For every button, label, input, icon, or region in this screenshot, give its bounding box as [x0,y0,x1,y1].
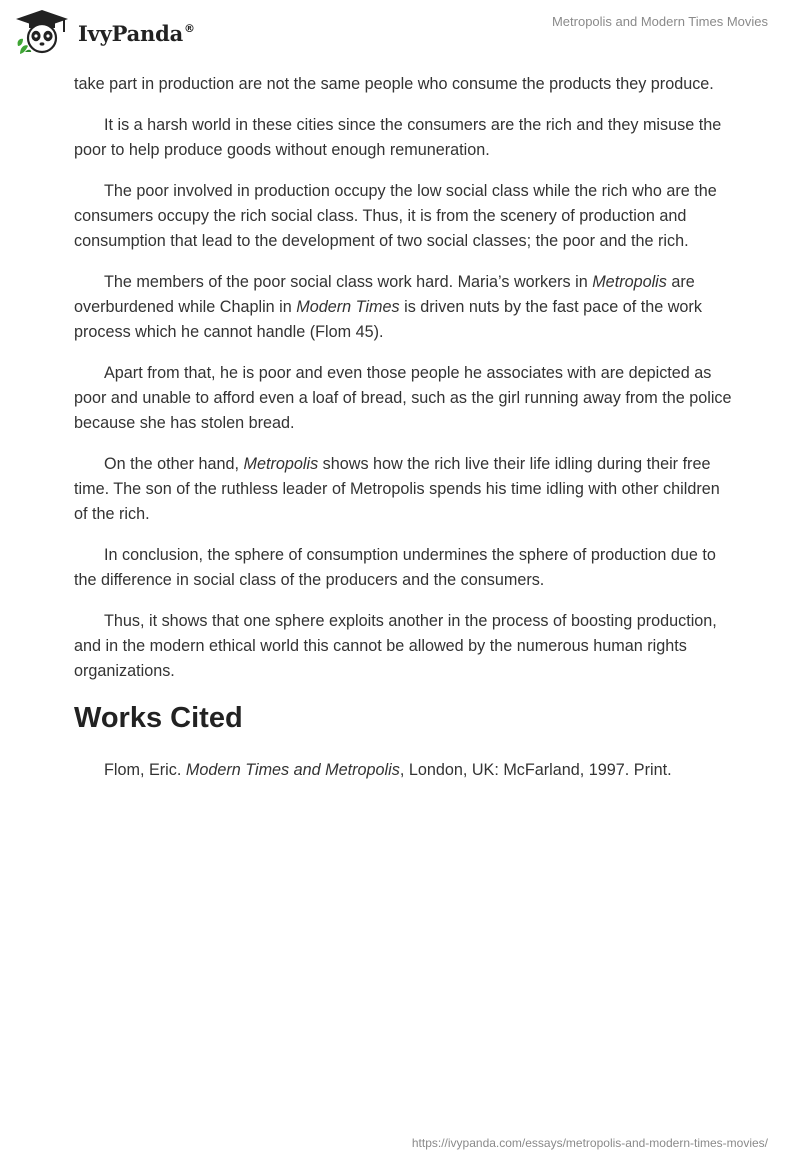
text-run: , London, UK: McFarland, 1997. Print. [399,761,672,779]
text-run: Flom, Eric. [104,761,186,779]
italic-title: Metropolis [592,273,667,291]
paragraph [74,361,734,436]
paragraph [74,452,734,527]
paragraph [74,609,734,684]
paragraph [74,72,734,97]
text-run: It is a harsh world in these cities since the consumers are the rich and they misuse the poor to help produce goods without enough remuneration. [74,116,722,159]
essay-body [74,72,734,799]
paragraph [74,543,734,593]
italic-title: Modern Times [296,298,400,316]
text-run: On the other hand, [104,455,244,473]
source-url[interactable]: https://ivypanda.com/essays/metropolis-and-modern-times-movies/ [411,1136,768,1150]
ivypanda-logo[interactable] [14,8,194,56]
works-cited-heading: Works Cited [74,702,243,734]
text-run: The poor involved in production occupy the low social class while the rich who are the consumers occupy the rich social class. Thus, it is from the scenery of production and consumption that lead to the development of two social classes; the poor and the rich. [74,182,717,250]
citation-entry [74,758,734,783]
brand-name: IvyPanda® [78,21,195,46]
text-run: In conclusion, the sphere of consumption undermines the sphere of production due to the difference in social class of the producers and the consumers. [74,546,716,589]
paragraph [74,270,734,345]
paragraph [74,113,734,163]
paragraph [74,179,734,254]
text-run: shows how the rich live their life idling during their free time. The son of the ruthless leader of Metropolis spends his time idling with other children of the rich. [74,455,720,523]
text-run: is driven nuts by the fast pace of the work process which he cannot handle (Flom 45). [74,298,702,341]
text-run: are overburdened while Chaplin in [74,273,695,316]
panda-graduate-icon [14,8,74,56]
text-run: take part in production are not the same people who consume the products they produce. [74,75,714,93]
italic-title: Modern Times and Metropolis [185,761,400,779]
italic-title: Metropolis [243,455,319,473]
document-title: Metropolis and Modern Times Movies [551,14,768,29]
text-run: Apart from that, he is poor and even those people he associates with are depicted as poor and unable to afford even a loaf of bread, such as the girl running away from the police because she has stolen bread. [74,364,732,432]
text-run: Thus, it shows that one sphere exploits another in the process of boosting production, and in the modern ethical world this cannot be allowed by the numerous human rights organizations. [74,612,717,680]
page-header [0,0,800,62]
text-run: The members of the poor social class work hard. Maria’s workers in [104,273,593,291]
